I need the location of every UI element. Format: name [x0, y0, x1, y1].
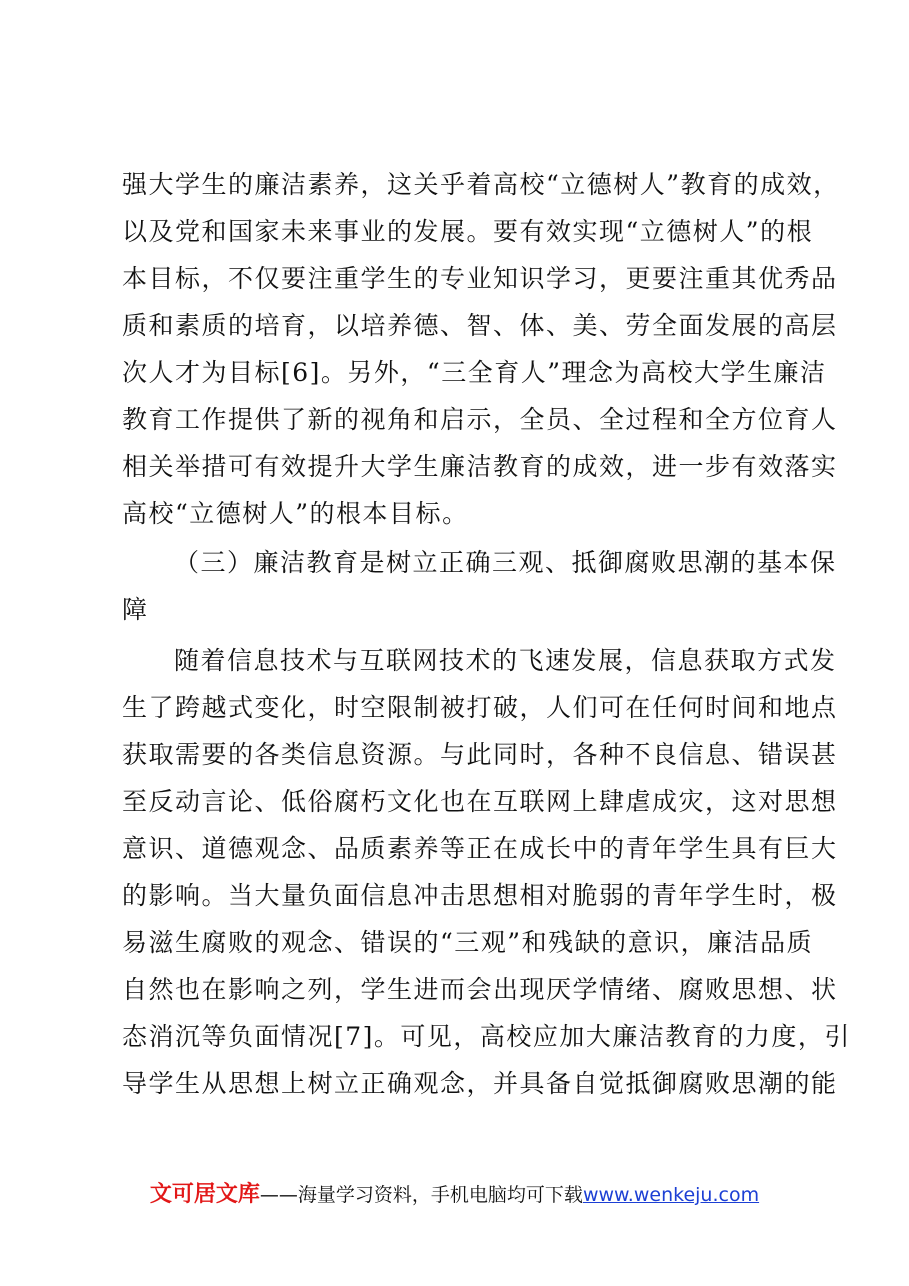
section-heading-continuation: 障 — [122, 595, 149, 624]
paragraph-line: 易滋生腐败的观念、错误的“三观”和残缺的意识，廉洁品质 — [122, 928, 814, 957]
paragraph-line: 高校“立德树人”的根本目标。 — [122, 499, 469, 528]
paragraph-line: 以及党和国家未来事业的发展。要有效实现“立德树人”的根 — [122, 217, 814, 246]
paragraph-line: 至反动言论、低俗腐朽文化也在互联网上肆虐成灾，这对思想 — [122, 787, 838, 816]
page-footer — [0, 1180, 909, 1210]
paragraph-line: 质和素质的培育，以培养德、智、体、美、劳全面发展的高层 — [122, 311, 838, 340]
paragraph-line: 生了跨越式变化，时空限制被打破，人们可在任何时间和地点 — [122, 693, 838, 722]
paragraph-line: 态消沉等负面情况[7]。可见，高校应加大廉洁教育的力度，引 — [122, 1022, 851, 1051]
paragraph-line: 导学生从思想上树立正确观念，并具备自觉抵御腐败思潮的能 — [122, 1069, 838, 1098]
footer-url-link[interactable]: www.wenkeju.com — [582, 1184, 760, 1206]
paragraph-line: 强大学生的廉洁素养，这关乎着高校“立德树人”教育的成效， — [122, 170, 840, 199]
footer-tagline: ——海量学习资料，手机电脑均可下载 — [259, 1184, 583, 1206]
section-heading: （三）廉洁教育是树立正确三观、抵御腐败思潮的基本保 — [174, 548, 837, 577]
paragraph-line: 随着信息技术与互联网技术的飞速发展，信息获取方式发 — [174, 646, 837, 675]
paragraph-line: 自然也在影响之列，学生进而会出现厌学情绪、腐败思想、状 — [122, 975, 838, 1004]
paragraph-line: 获取需要的各类信息资源。与此同时，各种不良信息、错误甚 — [122, 740, 838, 769]
paragraph-line: 教育工作提供了新的视角和启示，全员、全过程和全方位育人 — [122, 405, 838, 434]
paragraph-line: 次人才为目标[6]。另外，“三全育人”理念为高校大学生廉洁 — [122, 358, 827, 387]
footer-brand: 文可居文库 — [149, 1182, 260, 1207]
paragraph-line: 相关举措可有效提升大学生廉洁教育的成效，进一步有效落实 — [122, 452, 838, 481]
paragraph-line: 本目标，不仅要注重学生的专业知识学习，更要注重其优秀品 — [122, 264, 838, 293]
paragraph-line: 意识、道德观念、品质素养等正在成长中的青年学生具有巨大 — [122, 834, 838, 863]
paragraph-line: 的影响。当大量负面信息冲击思想相对脆弱的青年学生时，极 — [122, 881, 838, 910]
